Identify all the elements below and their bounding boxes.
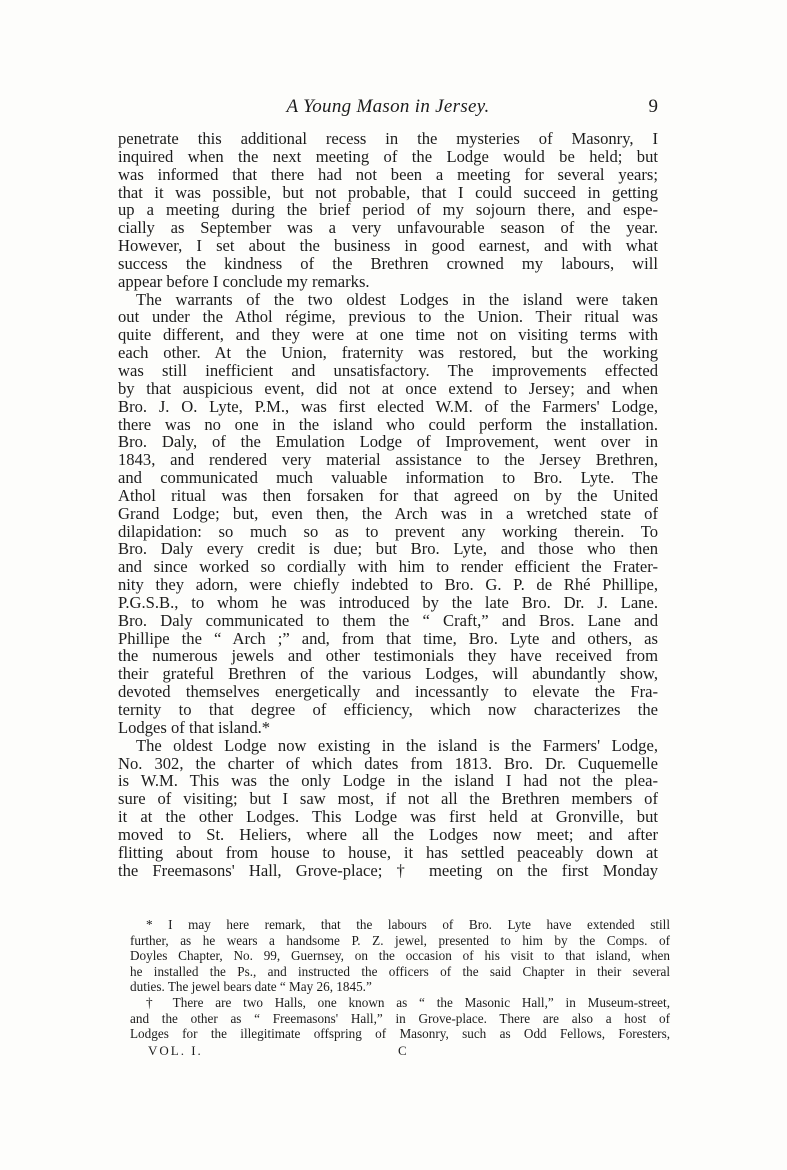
text-line: No. 302, the charter of which dates from 1813. Bro. Dr. Cuquemelle	[118, 753, 658, 773]
text-line: there was no one in the island who could perform the installation.	[118, 414, 658, 434]
text-line: flitting about from house to house, it has settled peaceably down at	[118, 842, 658, 862]
text-line: ternity to that degree of efficiency, which now characterizes the	[118, 700, 658, 719]
text-line: Bro. Daly communicated to them the “ Craft,” and Bros. Lane and	[118, 610, 658, 630]
text-line: the numerous jewels and other testimonials they have received from	[118, 646, 658, 666]
text-line: the Freemasons' Hall, Grove-place; † meeting on the first Monday	[118, 860, 658, 880]
text-line: 1843, and rendered very material assistance to the Jersey Brethren,	[118, 450, 658, 470]
text-line: was still inefficient and unsatisfactory. The improvements effected	[118, 360, 658, 380]
text-line: cially as September was a very unfavourable season of the year.	[118, 218, 658, 238]
text-line: dilapidation: so much so as to prevent any working therein. To	[118, 521, 658, 541]
body-text	[118, 130, 658, 879]
text-line: Lodges of that island.*	[118, 717, 271, 737]
text-line: was informed that there had not been a meeting for several years;	[118, 164, 658, 184]
text-line: it at the other Lodges. This Lodge was first held at Gronville, but	[118, 807, 658, 827]
text-line: and since worked so cordially with him to render efficient the Frater-	[118, 557, 658, 577]
text-line: Athol ritual was then forsaken for that agreed on by the United	[118, 485, 658, 505]
footnote-line: and the other as “ Freemasons' Hall,” in Grove-place. There are also a host of	[130, 1010, 670, 1026]
text-line: up a meeting during the brief period of my sojourn there, and espe-	[118, 200, 658, 220]
volume-mark: VOL. I.	[148, 1043, 203, 1058]
text-line: each other. At the Union, fraternity was restored, but the working	[118, 343, 658, 363]
text-line: Bro. Daly every credit is due; but Bro. Lyte, and those who then	[118, 539, 658, 559]
text-line: sure of visiting; but I saw most, if not all the Brethren members of	[118, 789, 658, 809]
signature-row	[148, 1043, 448, 1061]
text-line: is W.M. This was the only Lodge in the island I had not the plea-	[118, 771, 658, 791]
text-line: out under the Athol régime, previous to the Union. Their ritual was	[118, 307, 658, 327]
text-line: penetrate this additional recess in the mysteries of Masonry, I	[118, 129, 658, 148]
footnote-line: further, as he wears a handsome P. Z. jewel, presented to him by the Comps. of	[130, 932, 670, 948]
page-number: 9	[648, 96, 658, 117]
footnote-line: he installed the Ps., and instructed the officers of the said Chapter in their several	[130, 963, 670, 979]
text-line: Phillipe the “ Arch ;” and, from that time, Bro. Lyte and others, as	[118, 628, 658, 648]
text-line: inquired when the next meeting of the Lodge would be held; but	[118, 146, 658, 166]
footnote-line: * I may here remark, that the labours of Bro. Lyte have extended still	[146, 917, 670, 932]
text-line: nity they adorn, were chiefly indebted to Bro. G. P. de Rhé Phillipe,	[118, 575, 658, 595]
text-line: The warrants of the two oldest Lodges in the island were taken	[136, 289, 658, 309]
text-line: quite different, and they were at one time not on visiting terms with	[118, 325, 658, 345]
running-title: A Young Mason in Jersey.	[286, 96, 490, 117]
text-line: that it was possible, but not probable, that I could succeed in getting	[118, 182, 658, 202]
text-line: P.G.S.B., to whom he was introduced by the late Bro. Dr. J. Lane.	[118, 592, 658, 612]
text-line: The oldest Lodge now existing in the island is the Farmers' Lodge,	[136, 735, 658, 755]
text-line: Bro. J. O. Lyte, P.M., was first elected W.M. of the Farmers' Lodge,	[118, 396, 658, 416]
footnotes	[130, 917, 670, 1042]
footnote-line: duties. The jewel bears date “ May 26, 1845.”	[130, 979, 372, 995]
running-head	[118, 96, 658, 122]
text-line: by that auspicious event, did not at once extend to Jersey; and when	[118, 378, 658, 398]
footnote-line: Doyles Chapter, No. 99, Guernsey, on the occasion of his visit to that island, when	[130, 948, 670, 964]
text-line: devoted themselves energetically and incessantly to elevate the Fra-	[118, 682, 658, 702]
text-line: appear before I conclude my remarks.	[118, 271, 370, 291]
text-line: their grateful Brethren of the various Lodges, will abundantly show,	[118, 664, 658, 684]
text-line: and communicated much valuable information to Bro. Lyte. The	[118, 468, 658, 488]
text-line: However, I set about the business in good earnest, and with what	[118, 236, 658, 256]
footnote-line: † There are two Halls, one known as “ the Masonic Hall,” in Museum-street,	[146, 994, 670, 1010]
text-line: Grand Lodge; but, even then, the Arch was in a wretched state of	[118, 503, 658, 523]
text-line: Bro. Daly, of the Emulation Lodge of Improvement, went over in	[118, 432, 658, 452]
signature-mark: C	[398, 1043, 407, 1058]
text-line: success the kindness of the Brethren crowned my labours, will	[118, 253, 658, 273]
text-line: moved to St. Heliers, where all the Lodges now meet; and after	[118, 824, 658, 844]
footnote-line: Lodges for the illegitimate offspring of Masonry, such as Odd Fellows, Foresters,	[130, 1026, 670, 1042]
